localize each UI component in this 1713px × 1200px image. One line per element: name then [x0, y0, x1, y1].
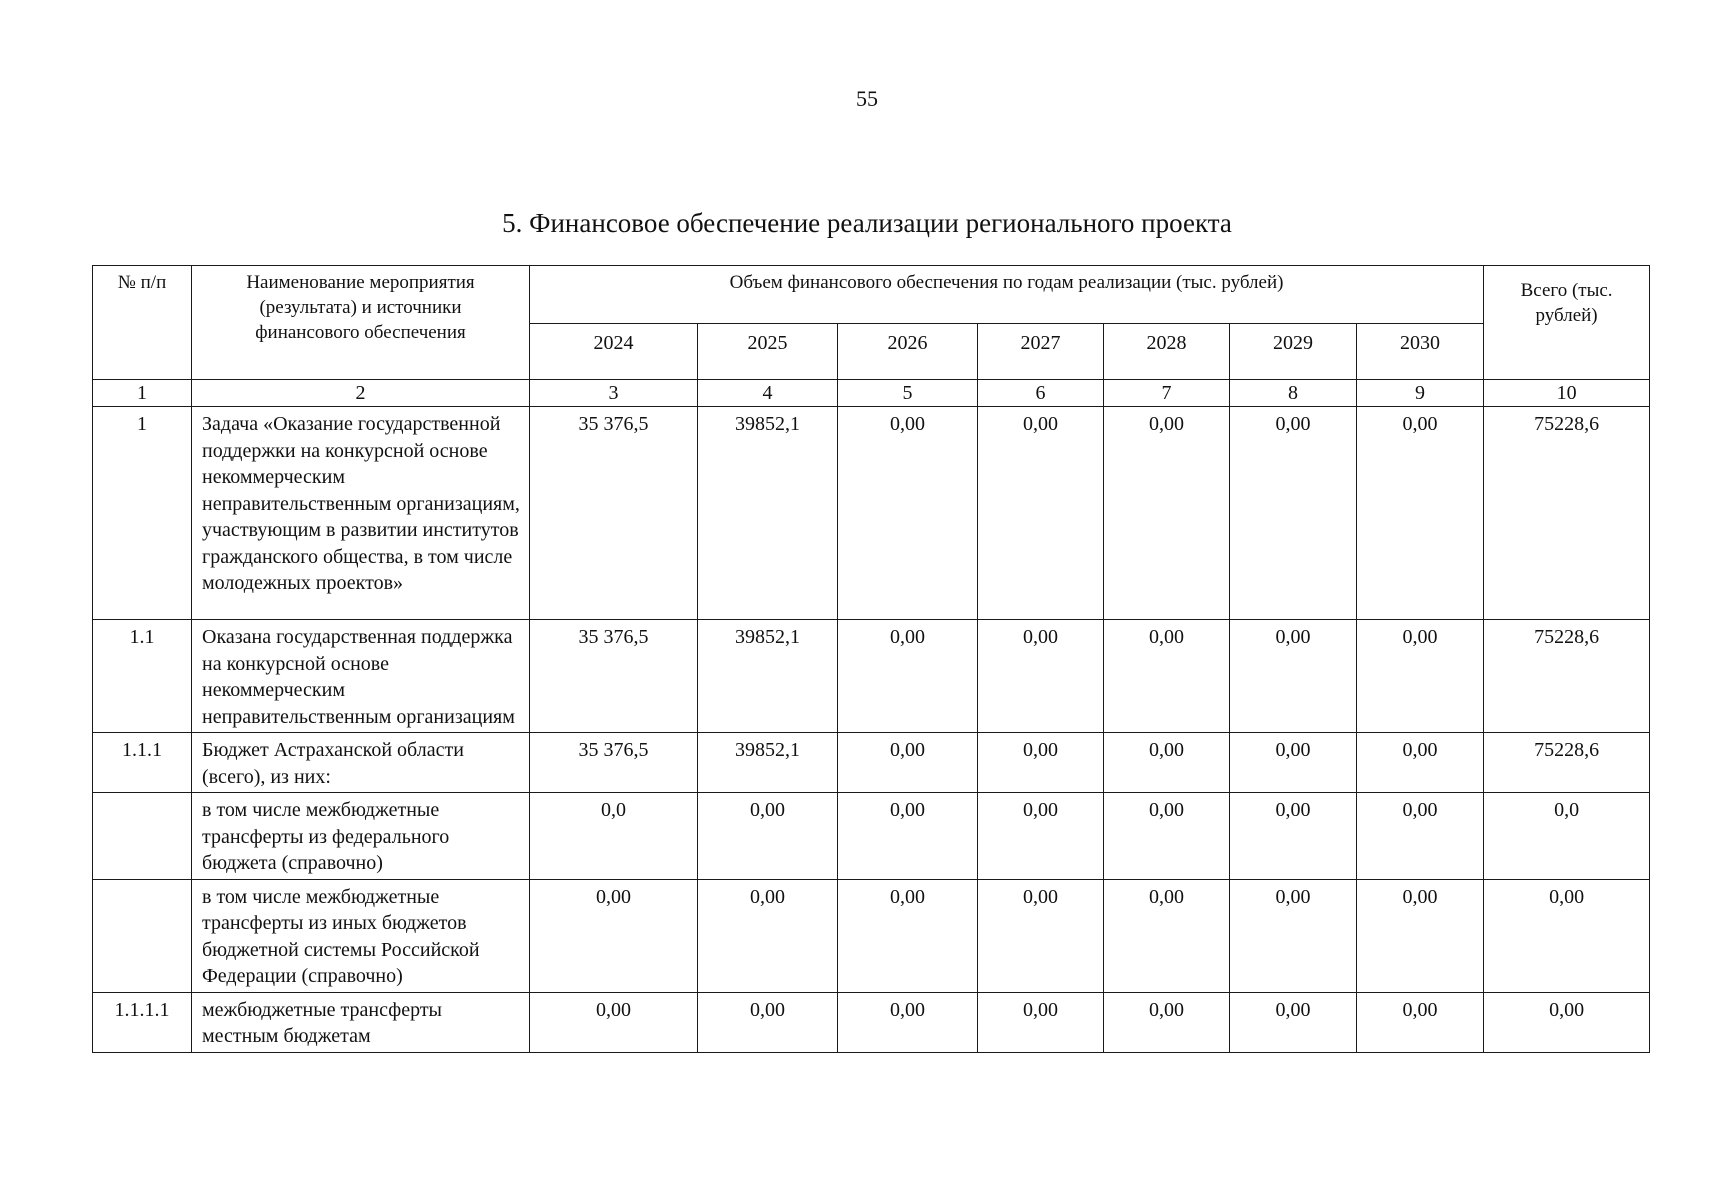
- value-2026: 0,00: [838, 620, 978, 733]
- value-2025: 0,00: [698, 793, 838, 880]
- value-2029: 0,00: [1230, 733, 1357, 793]
- value-2024: 0,00: [530, 879, 698, 992]
- row-total: 75228,6: [1484, 733, 1650, 793]
- header-total-label: Всего (тыс. рублей): [1520, 280, 1613, 326]
- value-2028: 0,00: [1104, 407, 1230, 620]
- value-2024: 35 376,5: [530, 733, 698, 793]
- row-number: 1.1.1: [93, 733, 192, 793]
- header-year-2028: 2028: [1104, 324, 1230, 380]
- header-name: [192, 266, 530, 380]
- column-number-10: 10: [1484, 380, 1650, 407]
- financing-table: [92, 265, 1650, 1053]
- header-total: [1484, 266, 1650, 380]
- row-number: 1.1: [93, 620, 192, 733]
- table-row: [93, 992, 1650, 1052]
- row-name: Оказана государственная поддержка на конкурсной основе некоммерческим неправительственным организациям: [192, 620, 530, 733]
- value-2027: 0,00: [978, 620, 1104, 733]
- section-title: 5. Финансовое обеспечение реализации регионального проекта: [502, 208, 1232, 238]
- value-2027: 0,00: [978, 733, 1104, 793]
- column-number-5: 5: [838, 380, 978, 407]
- header-volume: Объем финансового обеспечения по годам реализации (тыс. рублей): [530, 266, 1484, 324]
- value-2029: 0,00: [1230, 793, 1357, 880]
- column-number-6: 6: [978, 380, 1104, 407]
- row-total: 75228,6: [1484, 407, 1650, 620]
- value-2028: 0,00: [1104, 992, 1230, 1052]
- value-2029: 0,00: [1230, 620, 1357, 733]
- value-2028: 0,00: [1104, 733, 1230, 793]
- value-2030: 0,00: [1357, 793, 1484, 880]
- row-total: 0,00: [1484, 879, 1650, 992]
- value-2024: 35 376,5: [530, 620, 698, 733]
- value-2027: 0,00: [978, 992, 1104, 1052]
- column-number-3: 3: [530, 380, 698, 407]
- value-2024: 0,00: [530, 992, 698, 1052]
- row-number: 1.1.1.1: [93, 992, 192, 1052]
- value-2026: 0,00: [838, 733, 978, 793]
- header-num: [93, 266, 192, 380]
- column-number-7: 7: [1104, 380, 1230, 407]
- value-2026: 0,00: [838, 992, 978, 1052]
- value-2030: 0,00: [1357, 620, 1484, 733]
- header-year-2026: 2026: [838, 324, 978, 380]
- value-2030: 0,00: [1357, 407, 1484, 620]
- value-2025: 0,00: [698, 992, 838, 1052]
- value-2029: 0,00: [1230, 879, 1357, 992]
- row-total: 0,00: [1484, 992, 1650, 1052]
- value-2027: 0,00: [978, 793, 1104, 880]
- row-number: [93, 793, 192, 880]
- value-2024: 35 376,5: [530, 407, 698, 620]
- table-body: [93, 380, 1650, 1053]
- table-row: [93, 407, 1650, 620]
- row-name: в том числе межбюджетные трансферты из федерального бюджета (справочно): [192, 793, 530, 880]
- column-number-row: [93, 380, 1650, 407]
- value-2028: 0,00: [1104, 879, 1230, 992]
- table-row: [93, 879, 1650, 992]
- value-2026: 0,00: [838, 793, 978, 880]
- row-total: 75228,6: [1484, 620, 1650, 733]
- value-2027: 0,00: [978, 407, 1104, 620]
- column-number-2: 2: [192, 380, 530, 407]
- value-2025: 39852,1: [698, 733, 838, 793]
- header-name-label: Наименование мероприятия (результата) и источники финансового обеспечения: [246, 272, 475, 343]
- column-number-4: 4: [698, 380, 838, 407]
- row-name: в том числе межбюджетные трансферты из иных бюджетов бюджетной системы Российской Федерации (справочно): [192, 879, 530, 992]
- value-2030: 0,00: [1357, 733, 1484, 793]
- value-2030: 0,00: [1357, 992, 1484, 1052]
- table-row: [93, 733, 1650, 793]
- value-2029: 0,00: [1230, 992, 1357, 1052]
- row-name: Бюджет Астраханской области (всего), из них:: [192, 733, 530, 793]
- table-row: [93, 793, 1650, 880]
- page-number: 55: [856, 86, 878, 111]
- row-number: 1: [93, 407, 192, 620]
- value-2026: 0,00: [838, 407, 978, 620]
- row-name: Задача «Оказание государственной поддержки на конкурсной основе некоммерческим неправительственным организациям, участвующим в развитии институтов гражданского общества, в том числе молодежных проектов»: [192, 407, 530, 620]
- column-number-8: 8: [1230, 380, 1357, 407]
- column-number-9: 9: [1357, 380, 1484, 407]
- header-num-label: № п/п: [117, 272, 167, 293]
- header-year-2029: 2029: [1230, 324, 1357, 380]
- value-2029: 0,00: [1230, 407, 1357, 620]
- header-year-2027: 2027: [978, 324, 1104, 380]
- header-year-2024: 2024: [530, 324, 698, 380]
- value-2025: 39852,1: [698, 620, 838, 733]
- value-2024: 0,0: [530, 793, 698, 880]
- value-2025: 0,00: [698, 879, 838, 992]
- value-2025: 39852,1: [698, 407, 838, 620]
- value-2026: 0,00: [838, 879, 978, 992]
- column-number-1: 1: [93, 380, 192, 407]
- header-year-2025: 2025: [698, 324, 838, 380]
- row-total: 0,0: [1484, 793, 1650, 880]
- value-2030: 0,00: [1357, 879, 1484, 992]
- row-number: [93, 879, 192, 992]
- value-2028: 0,00: [1104, 793, 1230, 880]
- table-row: [93, 620, 1650, 733]
- header-year-2030: 2030: [1357, 324, 1484, 380]
- value-2027: 0,00: [978, 879, 1104, 992]
- row-name: межбюджетные трансферты местным бюджетам: [192, 992, 530, 1052]
- value-2028: 0,00: [1104, 620, 1230, 733]
